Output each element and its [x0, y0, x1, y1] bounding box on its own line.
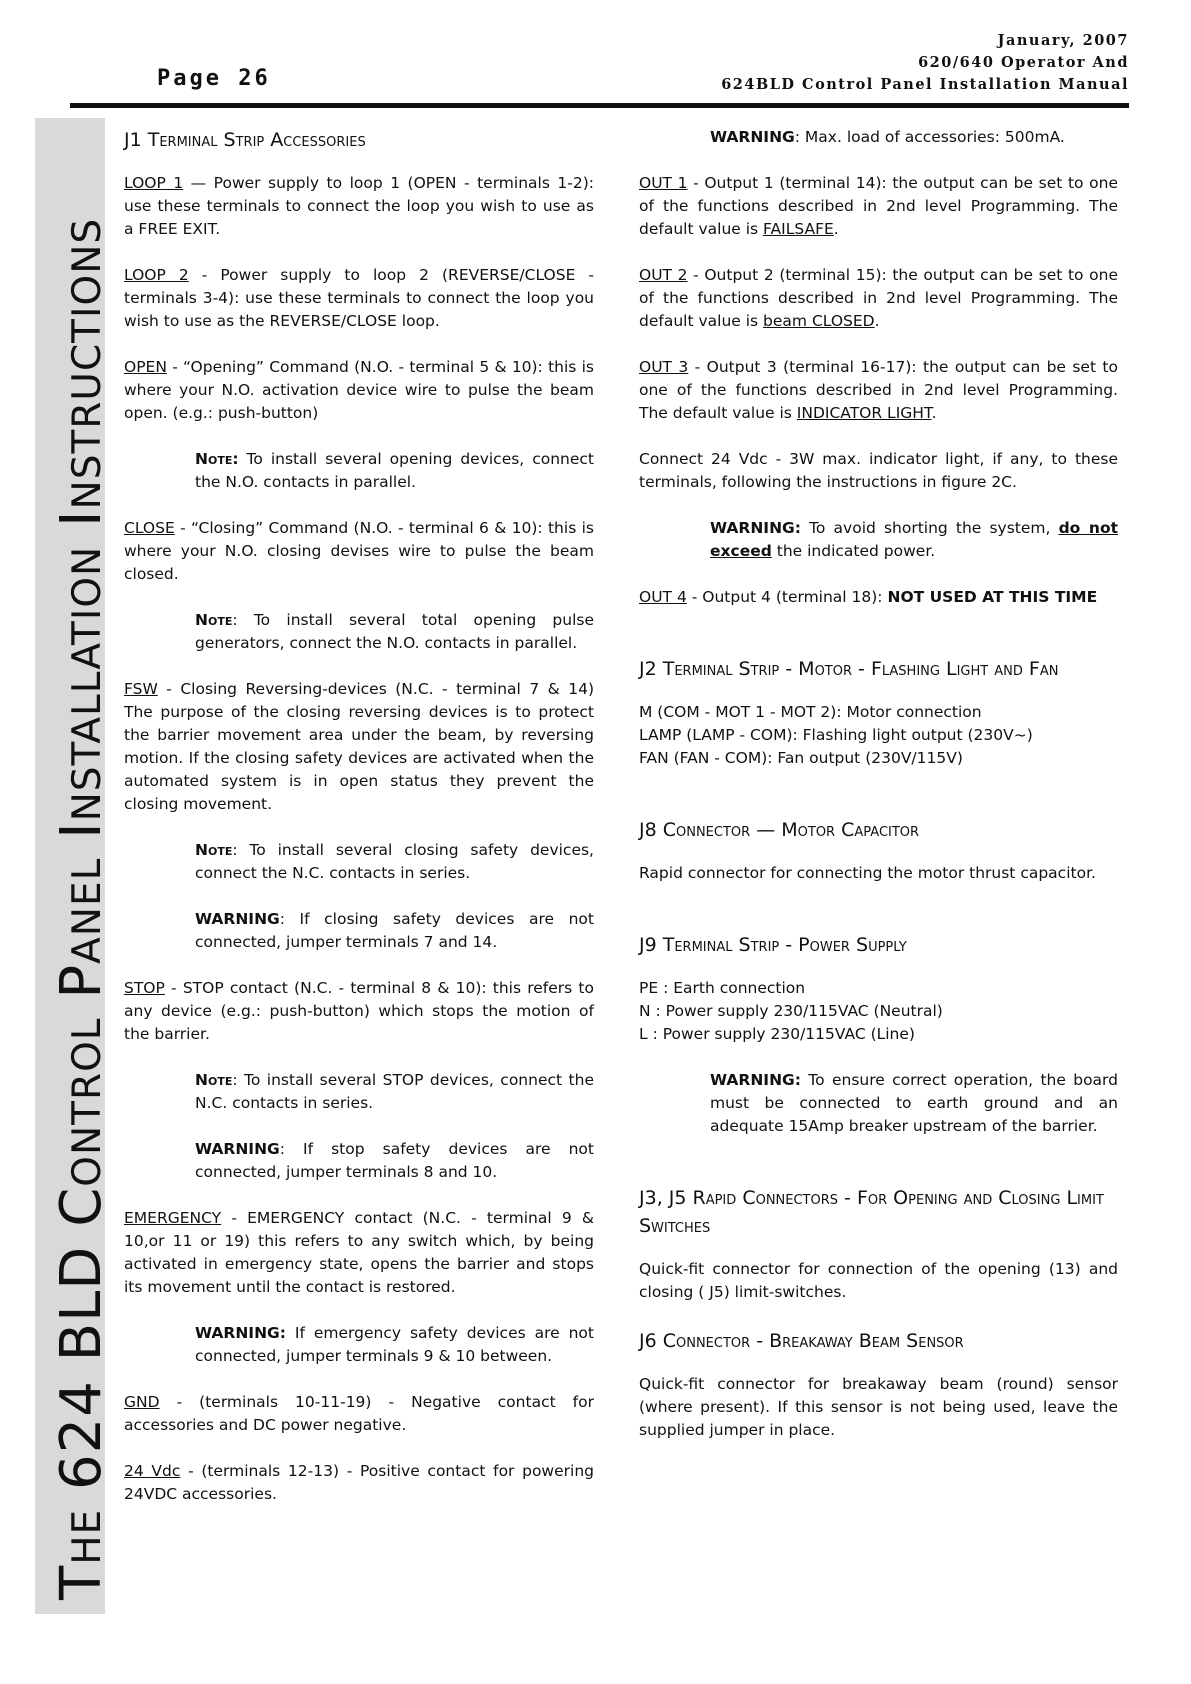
stop-note: Note: To install several STOP devices, connect the N.C. contacts in series.: [195, 1071, 594, 1112]
header-title-line2: 624BLD Control Panel Installation Manual: [721, 76, 1129, 93]
j2-heading: J2 Terminal Strip - Motor - Flashing Light and Fan: [639, 658, 1059, 680]
list-item: PE : Earth connection: [639, 979, 806, 997]
header-rule: [70, 103, 1129, 108]
emergency-paragraph: EMERGENCY - EMERGENCY contact (N.C. - terminal 9 & 10,or 11 or 19) this refers to any switch which, by being activated in emergency state, opens the barrier and stops its movement until the contact is restored.: [124, 1209, 594, 1296]
list-item: LAMP (LAMP - COM): Flashing light output (230V~): [639, 726, 1033, 744]
fsw-note: Note: To install several closing safety devices, connect the N.C. contacts in series.: [195, 841, 594, 882]
loop2-paragraph: LOOP 2 - Power supply to loop 2 (REVERSE/CLOSE - terminals 3-4): use these terminals to connect the loop you wish to use as the REVERSE/CLOSE loop.: [124, 266, 594, 330]
loop1-term: LOOP 1: [124, 174, 184, 192]
j6-paragraph: Quick-fit connector for breakaway beam (round) sensor (where present). If this sensor is not being used, leave the supplied jumper in place.: [639, 1375, 1118, 1439]
out2-paragraph: OUT 2 - Output 2 (terminal 15): the output can be set to one of the functions described in 2nd level Programming. The default value is beam CLOSED.: [639, 266, 1118, 330]
running-header: [721, 30, 1129, 96]
gnd-term: GND: [124, 1393, 160, 1411]
emergency-term: EMERGENCY: [124, 1209, 222, 1227]
close-note: Note: To install several total opening pulse generators, connect the N.O. contacts in parallel.: [195, 611, 594, 652]
j3-j5-paragraph: Quick-fit connector for connection of the opening (13) and closing ( J5) limit-switches.: [639, 1260, 1118, 1301]
close-term: CLOSE: [124, 519, 175, 537]
out1-paragraph: OUT 1 - Output 1 (terminal 14): the output can be set to one of the functions described in 2nd level Programming. The default value is FAILSAFE.: [639, 174, 1118, 238]
out3-term: OUT 3: [639, 358, 689, 376]
vdc-paragraph: 24 Vdc - (terminals 12-13) - Positive contact for powering 24VDC accessories.: [124, 1462, 594, 1503]
sidebar-title: The 624 BLD Control Panel Installation Instructions: [49, 217, 114, 1600]
j3-j5-heading: J3, J5 Rapid Connectors - For Opening and Closing Limit Switches: [639, 1187, 1104, 1237]
earth-ground-warning: WARNING: To ensure correct operation, the board must be connected to earth ground and an adequate 15Amp breaker upstream of the barrier.: [710, 1071, 1118, 1135]
header-title-line1: 620/640 Operator And: [918, 54, 1129, 71]
j9-heading: J9 Terminal Strip - Power Supply: [639, 934, 907, 956]
out2-term: OUT 2: [639, 266, 688, 284]
j9-list: [639, 977, 1118, 1046]
fsw-paragraph: FSW - Closing Reversing-devices (N.C. - terminal 7 & 14) The purpose of the closing reversing devices is to protect the barrier movement area under the beam, by reversing motion. If the closing safety devices are activated when the automated system is in open status they prevent the closing movement.: [124, 680, 594, 813]
right-column: [639, 126, 1118, 1465]
power-warning: WARNING: To avoid shorting the system, do not exceed the indicated power.: [710, 519, 1118, 560]
close-paragraph: CLOSE - “Closing” Command (N.O. - terminal 6 & 10): this is where your N.O. closing devises wire to pulse the beam closed.: [124, 519, 594, 583]
out4-term: OUT 4: [639, 588, 687, 606]
list-item: FAN (FAN - COM): Fan output (230V/115V): [639, 749, 963, 767]
accessories-load-warning: WARNING: Max. load of accessories: 500mA.: [710, 128, 1065, 146]
emergency-warning: WARNING: If emergency safety devices are not connected, jumper terminals 9 & 10 between.: [195, 1324, 594, 1365]
j8-heading: J8 Connector — Motor Capacitor: [639, 819, 920, 841]
list-item: L : Power supply 230/115VAC (Line): [639, 1025, 915, 1043]
vdc-term: 24 Vdc: [124, 1462, 181, 1480]
open-term: OPEN: [124, 358, 167, 376]
stop-warning: WARNING: If stop safety devices are not connected, jumper terminals 8 and 10.: [195, 1140, 594, 1181]
out4-paragraph: OUT 4 - Output 4 (terminal 18): NOT USED AT THIS TIME: [639, 588, 1098, 606]
loop2-term: LOOP 2: [124, 266, 189, 284]
stop-term: STOP: [124, 979, 165, 997]
stop-paragraph: STOP - STOP contact (N.C. - terminal 8 & 10): this refers to any device (e.g.: push-button) which stops the motion of the barrier.: [124, 979, 594, 1043]
header-date: January, 2007: [997, 32, 1129, 49]
list-item: M (COM - MOT 1 - MOT 2): Motor connection: [639, 703, 982, 721]
gnd-paragraph: GND - (terminals 10-11-19) - Negative contact for accessories and DC power negative.: [124, 1393, 594, 1434]
indicator-light-paragraph: Connect 24 Vdc - 3W max. indicator light, if any, to these terminals, following the instructions in figure 2C.: [639, 450, 1118, 491]
loop1-paragraph: LOOP 1 — Power supply to loop 1 (OPEN - terminals 1-2): use these terminals to connect the loop you wish to use as a FREE EXIT.: [124, 174, 594, 238]
list-item: N : Power supply 230/115VAC (Neutral): [639, 1002, 943, 1020]
j2-list: [639, 701, 1118, 770]
out3-paragraph: OUT 3 - Output 3 (terminal 16-17): the output can be set to one of the functions described in 2nd level Programming. The default value is INDICATOR LIGHT.: [639, 358, 1118, 422]
fsw-term: FSW: [124, 680, 158, 698]
j1-heading: J1 Terminal Strip Accessories: [124, 129, 366, 151]
open-note: Note: To install several opening devices, connect the N.O. contacts in parallel.: [195, 450, 594, 491]
open-paragraph: OPEN - “Opening” Command (N.O. - terminal 5 & 10): this is where your N.O. activation device wire to pulse the beam open. (e.g.: push-button): [124, 358, 594, 422]
j6-heading: J6 Connector - Breakaway Beam Sensor: [639, 1330, 964, 1352]
out1-term: OUT 1: [639, 174, 688, 192]
fsw-warning: WARNING: If closing safety devices are not connected, jumper terminals 7 and 14.: [195, 910, 594, 951]
left-column: [124, 126, 594, 1529]
page-number: Page 26: [157, 66, 271, 91]
j8-paragraph: Rapid connector for connecting the motor thrust capacitor.: [639, 864, 1096, 882]
